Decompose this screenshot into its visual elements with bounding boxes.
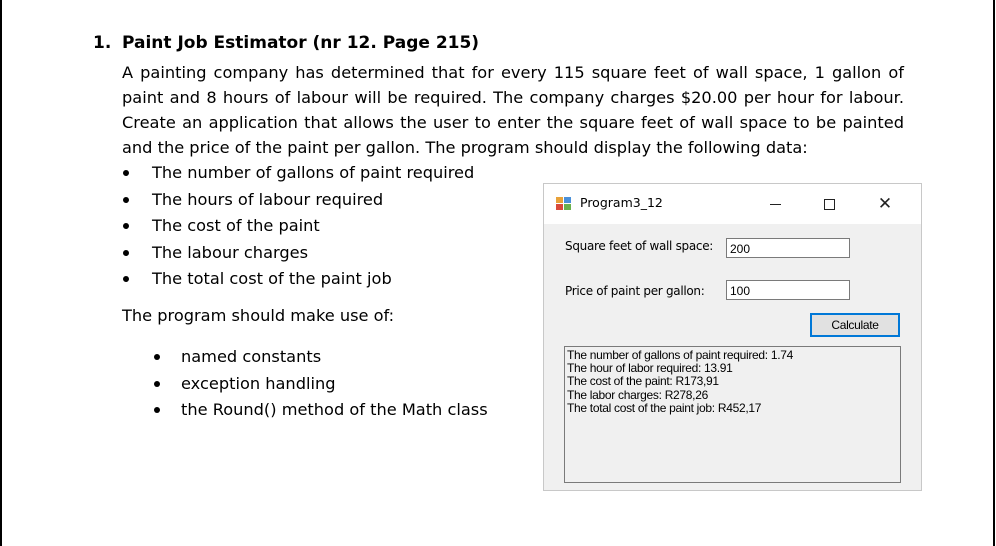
use-of-intro: The program should make use of: — [122, 306, 395, 325]
output-line: The hour of labor required: 13.91 — [567, 361, 733, 376]
list-item: named constants — [150, 344, 488, 371]
minimize-button[interactable] — [752, 184, 798, 224]
problem-description — [122, 60, 904, 160]
minimize-icon — [770, 204, 781, 205]
window-titlebar[interactable] — [544, 184, 921, 224]
close-icon: ✕ — [877, 194, 893, 214]
display-data-list — [120, 160, 474, 293]
maximize-icon — [824, 199, 835, 210]
section-heading — [93, 33, 479, 53]
use-of-list — [150, 344, 488, 424]
list-item: The labour charges — [120, 240, 474, 267]
close-button[interactable] — [862, 184, 908, 224]
list-item: exception handling — [150, 371, 488, 398]
output-line: The total cost of the paint job: R452,17 — [567, 400, 762, 415]
list-item: The hours of labour required — [120, 187, 474, 214]
page-left-border — [0, 0, 2, 546]
window-client-area — [544, 224, 921, 490]
list-item: The cost of the paint — [120, 213, 474, 240]
price-input[interactable]: 100 — [726, 280, 850, 300]
description-text: A painting company has determined that for every 115 square feet of wall space, 1 gallon of paint and 8 hours of labour will be required. The company charges $20.00 per hour for labour. Create an application that allows the user to enter the square feet of wall space to be painted and the price of the paint per gallon. The program should display the following data: — [122, 63, 904, 157]
list-item: The total cost of the paint job — [120, 266, 474, 293]
output-box[interactable] — [564, 346, 901, 483]
calculate-button[interactable]: Calculate — [810, 313, 900, 337]
price-label: Price of paint per gallon: — [565, 284, 705, 298]
list-item: The number of gallons of paint required — [120, 160, 474, 187]
app-icon — [556, 197, 571, 210]
program-window — [543, 183, 922, 491]
heading-number: 1. — [93, 33, 112, 53]
maximize-button[interactable] — [806, 184, 852, 224]
square-feet-input[interactable]: 200 — [726, 238, 850, 258]
output-line: The cost of the paint: R173,91 — [567, 374, 719, 389]
page-right-border — [993, 0, 995, 546]
window-title: Program3_12 — [580, 195, 663, 210]
output-line: The number of gallons of paint required: 1.74 — [567, 348, 793, 362]
list-item: the Round() method of the Math class — [150, 397, 488, 424]
output-line: The labor charges: R278,26 — [567, 387, 708, 402]
heading-title: Paint Job Estimator (nr 12. Page 215) — [122, 33, 480, 53]
square-feet-label: Square feet of wall space: — [565, 239, 714, 253]
